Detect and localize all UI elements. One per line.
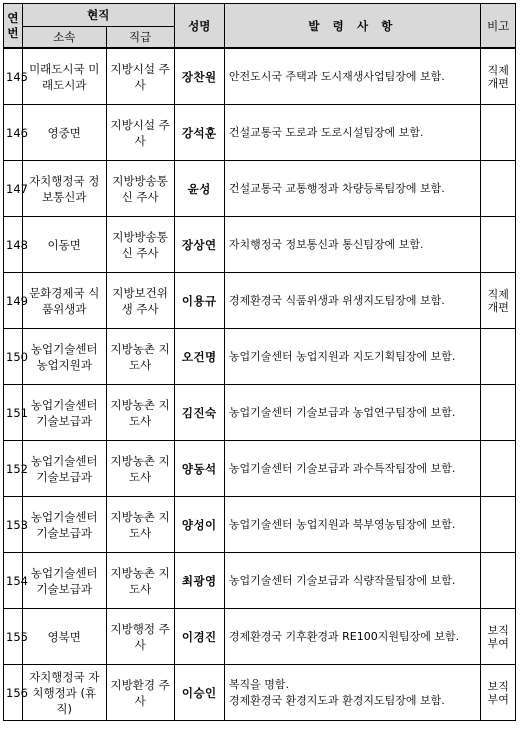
table-row — [4, 48, 516, 105]
row-grade: 지방시설 주사 — [106, 48, 174, 105]
row-order — [224, 329, 481, 385]
row-number: 146 — [4, 105, 23, 161]
row-order — [224, 609, 481, 665]
row-department: 이동면 — [22, 217, 106, 273]
row-note: 보직 부여 — [481, 665, 516, 721]
row-number: 155 — [4, 609, 23, 665]
row-order-line: 안전도시국 주택과 도시재생사업팀장에 보함. — [228, 69, 445, 83]
row-grade: 지방환경 주사 — [106, 665, 174, 721]
row-number: 148 — [4, 217, 23, 273]
row-number: 145 — [4, 48, 23, 105]
row-department: 영중면 — [22, 105, 106, 161]
row-grade: 지방방송통신 주사 — [106, 161, 174, 217]
row-name: 이승인 — [174, 665, 224, 721]
row-name: 강석훈 — [174, 105, 224, 161]
row-department: 농업기술센터 기술보급과 — [22, 441, 106, 497]
row-note: 직제 개편 — [481, 48, 516, 105]
row-grade: 지방농촌 지도사 — [106, 441, 174, 497]
row-note: 보직 부여 — [481, 609, 516, 665]
row-order-line: 경제환경국 식품위생과 위생지도팀장에 보함. — [228, 293, 445, 307]
row-department: 자치행정국 정보통신과 — [22, 161, 106, 217]
row-number: 151 — [4, 385, 23, 441]
row-grade: 지방농촌 지도사 — [106, 329, 174, 385]
header-dept: 소속 — [22, 27, 106, 49]
table-row — [4, 217, 516, 273]
row-name: 최광영 — [174, 553, 224, 609]
row-order-line: 농업기술센터 기술보급과 과수특작팀장에 보함. — [228, 461, 456, 475]
row-note — [481, 497, 516, 553]
row-grade: 지방농촌 지도사 — [106, 497, 174, 553]
row-note — [481, 217, 516, 273]
row-order-line: 농업기술센터 기술보급과 농업연구팀장에 보함. — [228, 405, 456, 419]
row-department: 자치행정국 자치행정과 (휴직) — [22, 665, 106, 721]
personnel-order-table — [3, 3, 516, 721]
row-name: 장상연 — [174, 217, 224, 273]
row-note — [481, 329, 516, 385]
header-current-position: 현직 — [22, 4, 174, 27]
row-note — [481, 105, 516, 161]
row-order — [224, 217, 481, 273]
table-row — [4, 553, 516, 609]
row-note — [481, 553, 516, 609]
row-order-line: 농업기술센터 농업지원과 북부영농팀장에 보함. — [228, 517, 456, 531]
row-order-line: 농업기술센터 농업지원과 지도기획팀장에 보함. — [228, 349, 456, 363]
row-grade: 지방시설 주사 — [106, 105, 174, 161]
table-header — [4, 4, 516, 49]
row-note — [481, 161, 516, 217]
row-order-line: 복직을 명함. — [228, 677, 290, 691]
row-order-line: 경제환경국 기후환경과 RE100지원팀장에 보함. — [228, 629, 460, 643]
row-order-line: 자치행정국 정보통신과 통신팀장에 보함. — [228, 237, 424, 251]
row-number: 150 — [4, 329, 23, 385]
row-name: 장찬원 — [174, 48, 224, 105]
row-number: 153 — [4, 497, 23, 553]
row-name: 윤성 — [174, 161, 224, 217]
row-department: 영북면 — [22, 609, 106, 665]
row-department: 문화경제국 식품위생과 — [22, 273, 106, 329]
row-order — [224, 385, 481, 441]
header-order-label: 발 령 사 항 — [308, 18, 397, 33]
table-row — [4, 665, 516, 721]
row-order-line: 건설교통국 교통행정과 차량등록팀장에 보함. — [228, 181, 445, 195]
row-name: 오건명 — [174, 329, 224, 385]
row-number: 156 — [4, 665, 23, 721]
table-body — [4, 48, 516, 721]
row-number: 149 — [4, 273, 23, 329]
row-order — [224, 553, 481, 609]
row-grade: 지방농촌 지도사 — [106, 385, 174, 441]
row-grade: 지방농촌 지도사 — [106, 553, 174, 609]
row-order — [224, 665, 481, 721]
table-row — [4, 161, 516, 217]
row-order-line: 경제환경국 환경지도과 환경지도팀장에 보함. — [228, 693, 445, 707]
row-note — [481, 385, 516, 441]
row-grade: 지방행정 주사 — [106, 609, 174, 665]
row-order — [224, 497, 481, 553]
row-grade: 지방방송통신 주사 — [106, 217, 174, 273]
row-name: 양동석 — [174, 441, 224, 497]
row-note — [481, 441, 516, 497]
table-row — [4, 329, 516, 385]
row-name: 김진숙 — [174, 385, 224, 441]
row-name: 이용규 — [174, 273, 224, 329]
row-number: 147 — [4, 161, 23, 217]
table-row — [4, 497, 516, 553]
row-department: 농업기술센터 기술보급과 — [22, 385, 106, 441]
header-grade: 직급 — [106, 27, 174, 49]
row-department: 농업기술센터 기술보급과 — [22, 497, 106, 553]
row-number: 154 — [4, 553, 23, 609]
table-row — [4, 273, 516, 329]
row-order — [224, 161, 481, 217]
row-number: 152 — [4, 441, 23, 497]
table-row — [4, 105, 516, 161]
row-order — [224, 273, 481, 329]
row-order — [224, 48, 481, 105]
row-note: 직제 개편 — [481, 273, 516, 329]
row-order — [224, 441, 481, 497]
header-no-label: 연 번 — [7, 10, 19, 40]
row-department: 농업기술센터 농업지원과 — [22, 329, 106, 385]
row-department: 농업기술센터 기술보급과 — [22, 553, 106, 609]
row-name: 양성이 — [174, 497, 224, 553]
row-order — [224, 105, 481, 161]
header-no — [4, 4, 23, 49]
table-row — [4, 609, 516, 665]
header-order — [224, 4, 481, 49]
header-name: 성명 — [174, 4, 224, 49]
header-note: 비고 — [481, 4, 516, 49]
row-name: 이경진 — [174, 609, 224, 665]
table-row — [4, 385, 516, 441]
row-order-line: 농업기술센터 기술보급과 식량작물팀장에 보함. — [228, 573, 456, 587]
row-order-line: 건설교통국 도로과 도로시설팀장에 보함. — [228, 125, 424, 139]
row-grade: 지방보건위생 주사 — [106, 273, 174, 329]
table-row — [4, 441, 516, 497]
row-department: 미래도시국 미래도시과 — [22, 48, 106, 105]
